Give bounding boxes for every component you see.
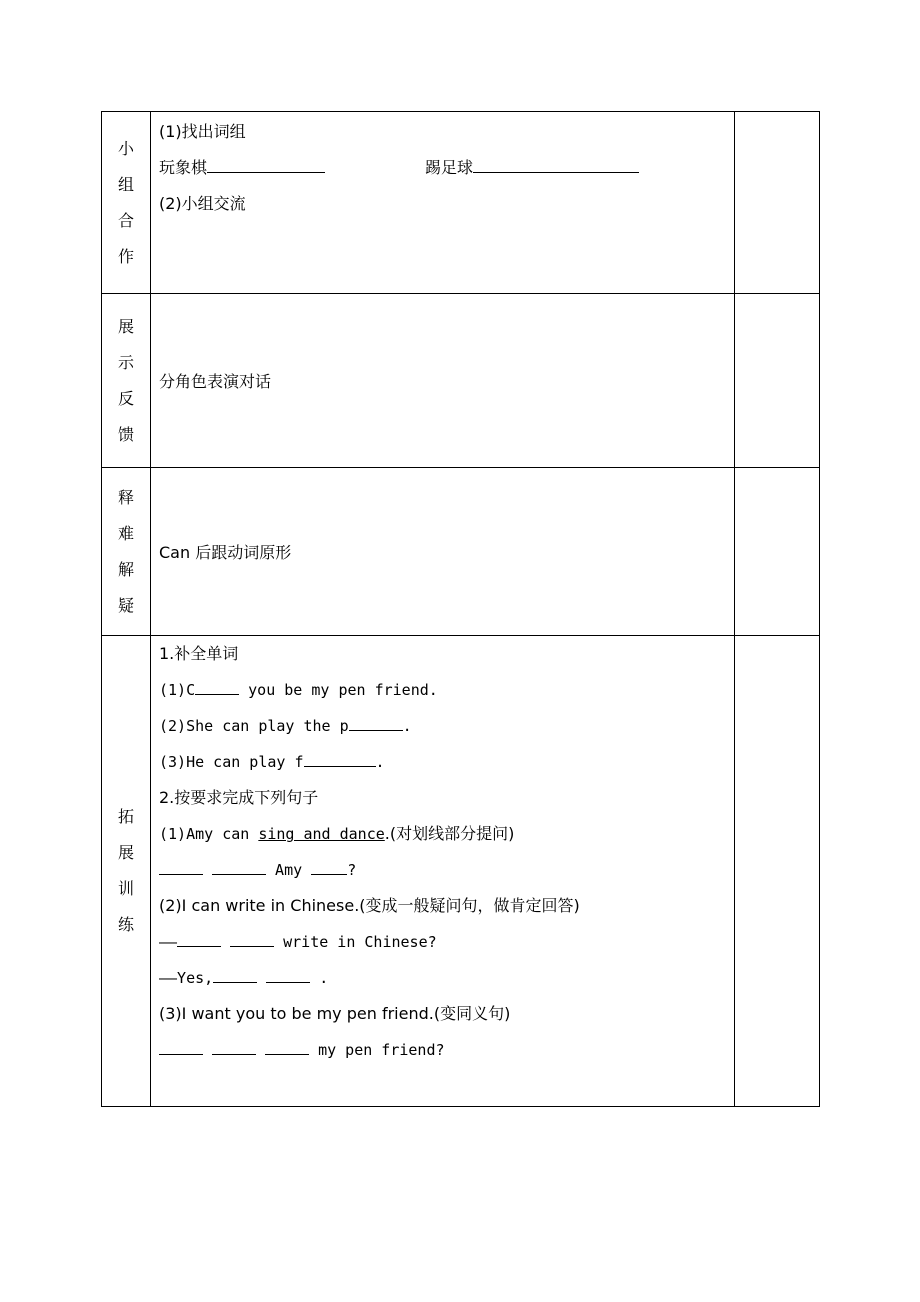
answer-blank[interactable] (473, 156, 639, 173)
answer-blank[interactable] (177, 930, 221, 947)
label-char: 练 (117, 915, 134, 934)
exercise-line (159, 1002, 726, 1038)
row-practice (102, 636, 820, 1107)
underlined-phrase: sing and dance (258, 825, 385, 843)
label-char: 难 (117, 523, 134, 543)
row-label (102, 636, 151, 1107)
content-text: Can 后跟动词原形 (159, 543, 292, 562)
label-char: 馈 (117, 424, 134, 444)
note-cell (735, 112, 820, 294)
exercise-line (159, 678, 726, 714)
exercise-line (159, 822, 726, 858)
label-char: 疑 (117, 595, 134, 615)
instruction-line: (2)小组交流 (159, 194, 246, 213)
text: ? (347, 861, 357, 879)
exercise-line (159, 966, 726, 1002)
text: (2)I can write in Chinese.(变成一般疑问句，做肯定回答) (159, 896, 580, 915)
label-char: 展 (117, 316, 134, 336)
exercise-heading: 1.补全单词 (159, 644, 239, 663)
row-content (151, 294, 735, 468)
row-label (102, 468, 151, 636)
exercise-line (159, 930, 726, 966)
label-char: 组 (117, 174, 134, 194)
text: (3)He can play f (159, 753, 304, 771)
row-explain (102, 468, 820, 636)
answer-blank[interactable] (212, 1038, 256, 1055)
answer-blank[interactable] (230, 930, 274, 947)
exercise-line (159, 858, 726, 894)
answer-blank[interactable] (304, 750, 376, 767)
content-text: 分角色表演对话 (159, 372, 272, 391)
answer-blank[interactable] (349, 714, 403, 731)
exercise-line (159, 894, 726, 930)
answer-blank[interactable] (159, 858, 203, 875)
row-show-feedback (102, 294, 820, 468)
label-char: 拓 (117, 807, 134, 826)
text: (1)Amy can (159, 825, 259, 843)
text: . (402, 717, 412, 735)
row-content (151, 112, 735, 294)
text: (2)She can play the p (159, 717, 349, 735)
phrase-label: 踢足球 (425, 158, 474, 177)
label-char: 合 (117, 210, 134, 230)
row-content (151, 468, 735, 636)
text: . (310, 969, 329, 987)
exercise-line (159, 714, 726, 750)
answer-blank[interactable] (213, 966, 257, 983)
exercise-heading: 2.按要求完成下列句子 (159, 788, 319, 807)
answer-blank[interactable] (207, 156, 325, 173)
label-char: 展 (117, 843, 134, 862)
row-label (102, 112, 151, 294)
answer-blank[interactable] (195, 678, 239, 695)
answer-blank[interactable] (266, 966, 310, 983)
exercise-line (159, 1038, 726, 1074)
row-content (151, 636, 735, 1107)
text: (1)C (159, 681, 196, 699)
label-char: 示 (117, 352, 134, 372)
row-group-work (102, 112, 820, 294)
exercise-line (159, 750, 726, 786)
note-cell (735, 294, 820, 468)
label-char: 释 (117, 487, 134, 507)
phrase-label: 玩象棋 (159, 158, 208, 177)
lesson-table (101, 111, 820, 1107)
text: write in Chinese? (274, 933, 437, 951)
answer-blank[interactable] (265, 1038, 309, 1055)
text: you be my pen friend. (239, 681, 438, 699)
phrase-line (159, 156, 726, 192)
text: Amy (266, 861, 312, 879)
label-char: 反 (117, 388, 134, 408)
note-cell (735, 468, 820, 636)
text: . (375, 753, 385, 771)
text: .(对划线部分提问) (384, 824, 515, 843)
label-char: 作 (117, 246, 134, 266)
label-char: 解 (117, 559, 134, 579)
text: (3)I want you to be my pen friend.(变同义句) (159, 1004, 511, 1023)
note-cell (735, 636, 820, 1107)
answer-blank[interactable] (159, 1038, 203, 1055)
answer-blank[interactable] (212, 858, 266, 875)
label-char: 训 (117, 879, 134, 898)
text: my pen friend? (309, 1041, 445, 1059)
row-label (102, 294, 151, 468)
answer-blank[interactable] (311, 858, 347, 875)
label-char: 小 (117, 138, 134, 158)
text: ——Yes, (159, 969, 214, 987)
text: —— (159, 933, 178, 951)
instruction-line: (1)找出词组 (159, 122, 246, 141)
